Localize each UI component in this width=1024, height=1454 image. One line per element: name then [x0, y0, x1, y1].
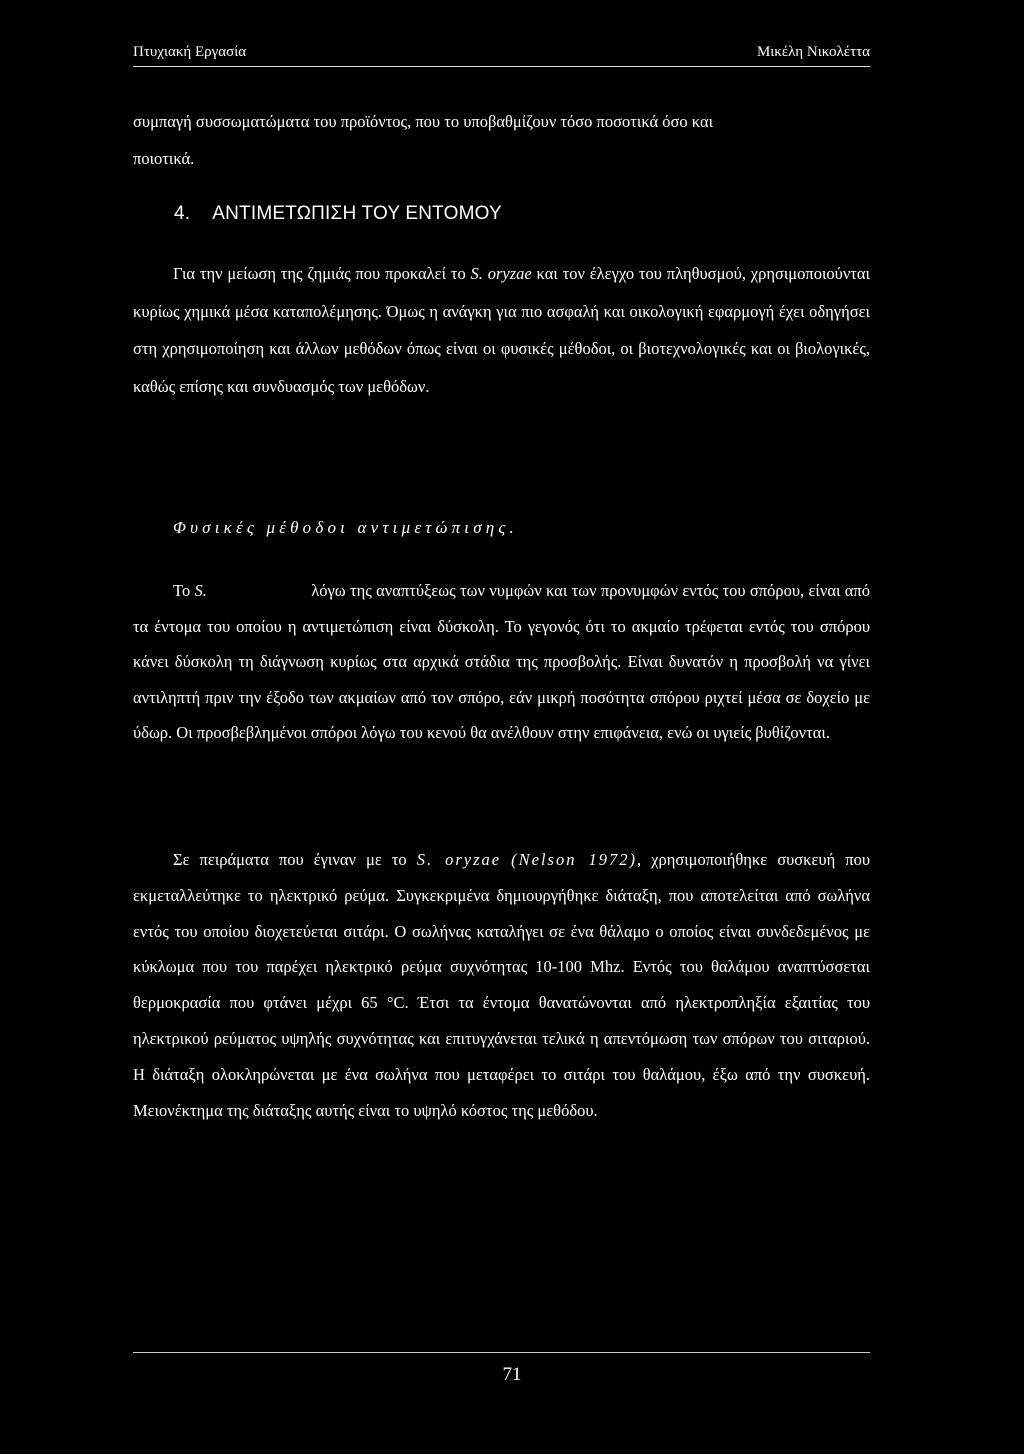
species-name: S. oryzae	[416, 850, 502, 869]
paragraph-control-methods	[133, 255, 870, 405]
section-number: 4.	[174, 203, 191, 224]
paragraph-line: ποιοτικά.	[133, 148, 195, 168]
header-author-name: Μικέλη Νικολέττα	[756, 44, 870, 60]
header-divider	[133, 66, 870, 67]
paragraph-text: και τον έλεγχο του πληθυσμού, χρησιμοποιούνται κυρίως χημικά μέσα καταπολέμησης. Όμως η ανάγκη για πιο ασφαλή και οικολογική εφαρμογή έχει οδηγήσει στη χρησιμοποίηση και άλλων μεθόδων όπως είναι οι φυσικές μέθοδοι, οι βιοτεχνολογικές και οι βιολογικές, καθώς επίσης και συνδυασμός των μεθόδων.	[133, 264, 870, 396]
paragraph-text: Για την μείωση της ζημιάς που προκαλεί το	[173, 264, 471, 283]
subsection-heading: Φυσικές μέθοδοι αντιμετώπισης.	[173, 518, 518, 537]
header-thesis-title: Πτυχιακή Εργασία	[133, 44, 247, 60]
section-title: ΑΝΤΙΜΕΤΩΠΙΣΗ ΤΟΥ ΕΝΤΟΜΟΥ	[212, 203, 502, 224]
paragraph-continuation	[133, 104, 870, 177]
paragraph-text: Σε πειράματα που έγιναν με το	[173, 850, 417, 869]
paragraph-electric-method	[133, 842, 870, 1128]
species-name: S. oryzae	[470, 264, 532, 283]
footer-divider	[133, 1352, 870, 1353]
paragraph-text: Το	[173, 581, 195, 600]
species-name: S.	[194, 581, 207, 600]
paragraph-detection	[133, 573, 870, 751]
paragraph-line: συμπαγή συσσωματώματα του προϊόντος, που το υποβαθμίζουν τόσο ποσοτικά όσο και	[133, 112, 714, 131]
citation: (Nelson 1972)	[511, 850, 637, 869]
paragraph-text: , χρησιμοποιήθηκε συσκευή που εκμεταλλεύτηκε το ηλεκτρικό ρεύμα. Συγκεκριμένα δημιουργήθηκε διάταξη, που αποτελείται από σωλήνα εντός του οποίου διοχετεύεται σιτάρι. Ο σωλήνας καταλήγει σε ένα θάλαμο ο οποίος είναι συνδεδεμένος με κύκλωμα που του παρέχει ηλεκτρικό ρεύμα συχνότητας 10-100 Mhz. Εντός του θαλάμου αναπτύσσεται θερμοκρασία που φτάνει μέχρι 65 °C. Έτσι τα έντομα θανατώνονται από ηλεκτροπληξία εξαιτίας του ηλεκτρικού ρεύματος υψηλής συχνότητας και επιτυγχάνεται τελικά η απεντόμωση των σπόρων του σιταριού. Η διάταξη ολοκληρώνεται με ένα σωλήνα που μεταφέρει το σιτάρι του θαλάμου, έξω από την συσκευή. Μειονέκτημα της διάταξης αυτής είναι το υψηλό κόστος της μεθόδου.	[133, 850, 870, 1120]
page-number: 71	[502, 1364, 522, 1385]
paragraph-text: λόγω της αναπτύξεως των νυμφών και των προνυμφών εντός του σπόρου, είναι από τα έντομα του οποίου η αντιμετώπιση είναι δύσκολη. Το γεγονός ότι το ακμαίο τρέφεται εντός του σπόρου κάνει δύσκολη τη διάγνωση κυρίως στα αρχικά στάδια της προσβολής. Είναι δυνατόν η προσβολή να γίνει αντιληπτή πριν την έξοδο των ακμαίων από τον σπόρο, εάν μικρή ποσότητα σπόρου ριχτεί μέσα σε δοχείο με ύδωρ. Οι προσβεβλημένοι σπόροι λόγω του κενού θα ανέλθουν στην επιφάνεια, ενώ οι υγιείς βυθίζονται.	[133, 581, 870, 742]
page-header	[133, 44, 870, 68]
section-heading	[174, 203, 502, 225]
